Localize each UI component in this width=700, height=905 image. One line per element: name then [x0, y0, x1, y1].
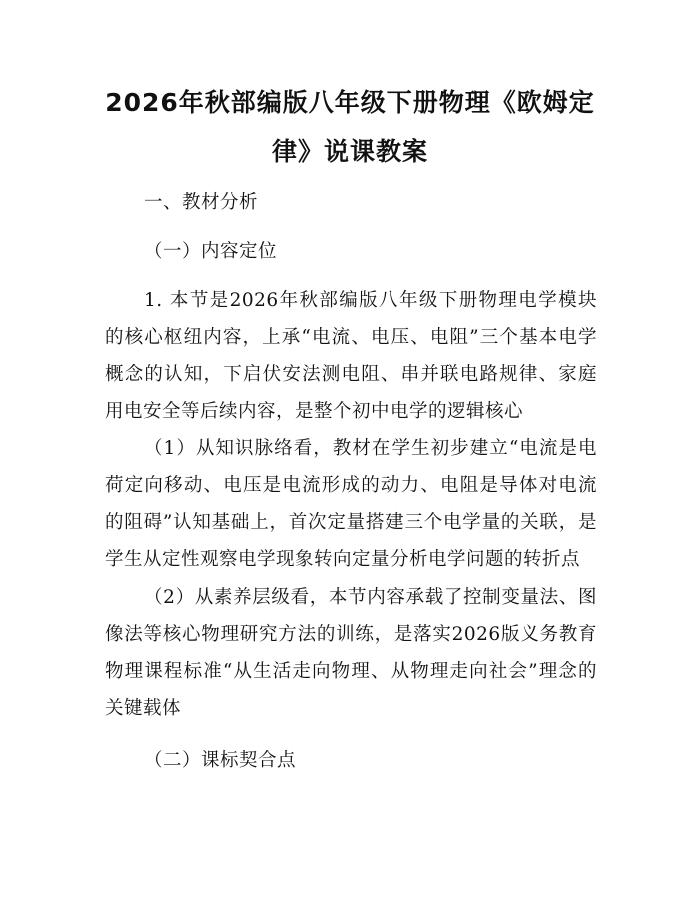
paragraph-knowledge-context: （1）从知识脉络看，教材在学生初步建立“电流是电荷定向移动、电压是电流形成的动力、电阻是导体对电流的阻碍”认知基础上，首次定量搭建三个电学量的关联，是学生从定性观察电学现象转向定量分析电学问题的转折点	[105, 438, 597, 570]
document-title: 2026年秋部编版八年级下册物理《欧姆定律》说课教案	[105, 88, 595, 166]
subsection-heading: （一）内容定位	[144, 241, 278, 262]
subsection-heading: （二）课标契合点	[144, 750, 297, 771]
section-heading: 一、教材分析	[144, 192, 259, 213]
paragraph-literacy-level: （2）从素养层级看，本节内容承载了控制变量法、图像法等核心物理研究方法的训练，是落实2026版义务教育物理课程标准“从生活走向物理、从物理走向社会”理念的关键载体	[105, 587, 597, 719]
paragraph-content-position: 1. 本节是2026年秋部编版八年级下册物理电学模块的核心枢纽内容，上承“电流、电压、电阻”三个基本电学概念的认知，下启伏安法测电阻、串并联电路规律、家庭用电安全等后续内容，是整个初中电学的逻辑核心	[105, 290, 597, 422]
